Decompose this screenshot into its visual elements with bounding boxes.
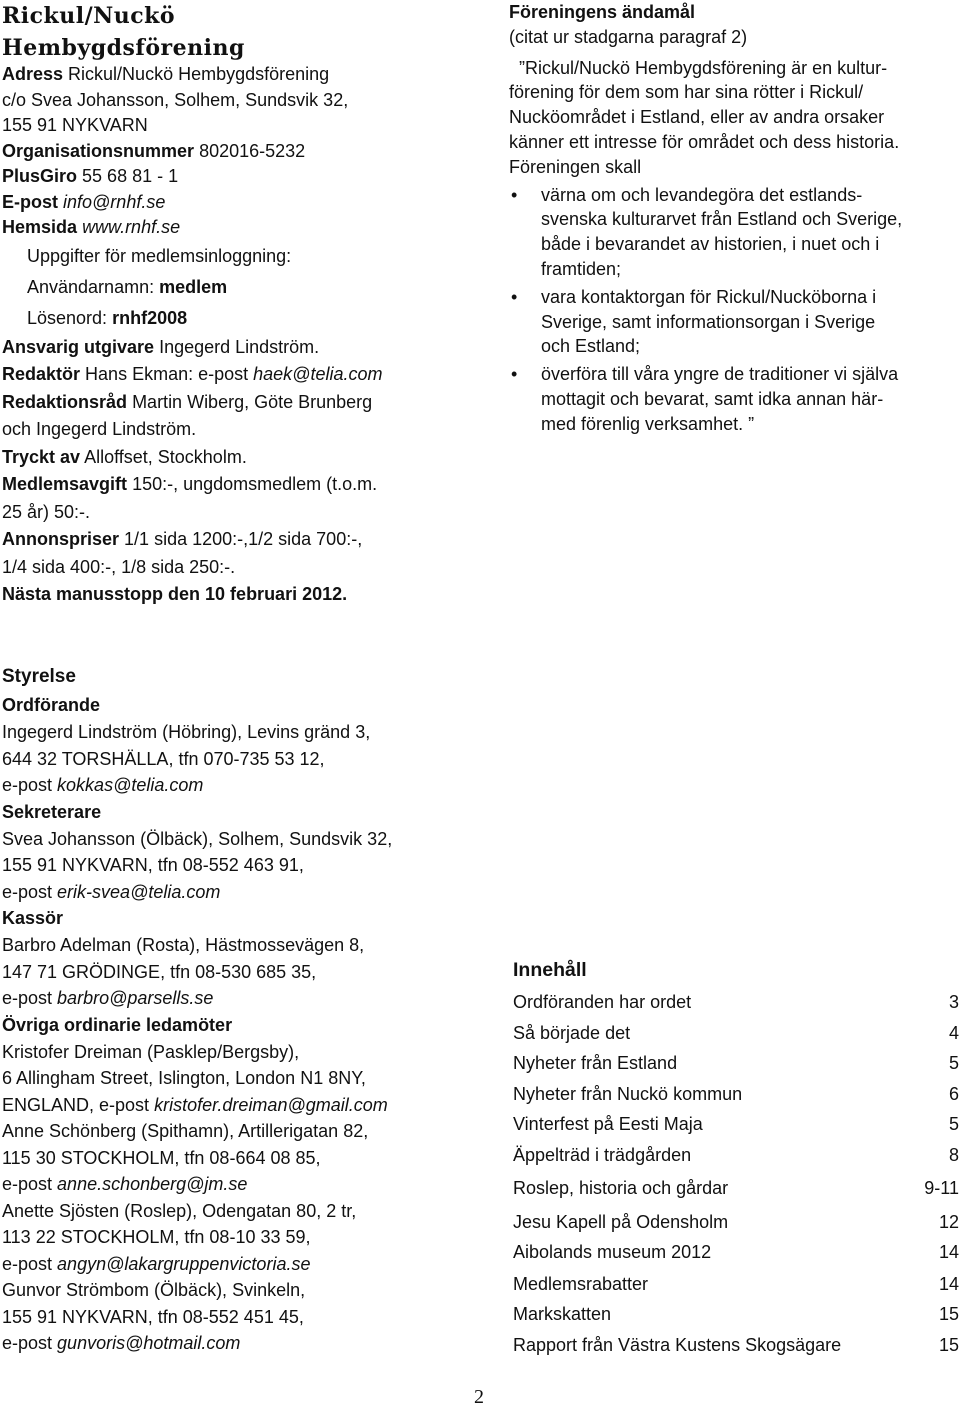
member-email-line xyxy=(2,1092,482,1119)
member-email-line xyxy=(2,772,482,799)
email-link[interactable]: info@rnhf.se xyxy=(63,191,166,212)
bullet-line: värna om och levandegöra det estlands- xyxy=(541,184,863,205)
toc-entry[interactable] xyxy=(513,1140,959,1171)
member-line: 644 32 TORSHÄLLA, tfn 070-735 53 12, xyxy=(2,748,325,769)
publisher-label: Ansvarig utgivare xyxy=(2,336,155,357)
member-line: Anne Schönberg (Spithamn), Artillerigatan 82, xyxy=(2,1121,369,1141)
fee-text: 150:-, ungdomsmedlem (t.o.m. xyxy=(132,474,378,494)
member-email-link[interactable]: kristofer.dreiman@gmail.com xyxy=(154,1094,388,1115)
email-prefix: e-post xyxy=(2,881,53,902)
bullet-line: överföra till våra yngre de traditioner vi själva xyxy=(541,364,899,385)
toc-entry-title: Roslep, historia och gårdar xyxy=(513,1178,729,1198)
toc-entry-page: 6 xyxy=(948,1083,959,1104)
toc-entry-title: Nyheter från Nuckö kommun xyxy=(513,1083,743,1104)
password-label: Lösenord: xyxy=(27,307,108,328)
printer-label: Tryckt av xyxy=(2,446,81,467)
board-member xyxy=(2,905,482,1012)
org-number xyxy=(2,139,482,165)
board-member xyxy=(2,1039,482,1119)
toc-entry-page: 9-11 xyxy=(924,1178,959,1198)
purpose-intro: Föreningen skall xyxy=(509,156,642,177)
purpose-title: Föreningens ändamål xyxy=(509,2,696,22)
toc-entry-page: 8 xyxy=(948,1144,959,1165)
title-line: Hembygdsförening xyxy=(2,35,245,61)
editorial-board-line xyxy=(2,389,482,417)
email-line xyxy=(2,190,482,216)
member-line: 155 91 NYKVARN, tfn 08-552 451 45, xyxy=(2,1306,304,1327)
toc-entry[interactable] xyxy=(513,1048,959,1079)
publication-info xyxy=(2,334,482,609)
toc-title: Innehåll xyxy=(513,959,587,981)
org-label: Organisationsnummer xyxy=(2,140,195,161)
purpose-section xyxy=(509,0,959,437)
bullet-line: framtiden; xyxy=(541,258,622,279)
member-email-line xyxy=(2,1171,482,1198)
member-line: Ingegerd Lindström (Höbring), Levins gränd 3, xyxy=(2,722,371,742)
address-value: Rickul/Nuckö Hembygdsförening xyxy=(68,64,330,84)
toc-entry[interactable] xyxy=(513,1330,959,1361)
org-value: 802016-5232 xyxy=(199,140,306,161)
bullet-item xyxy=(509,183,959,282)
editor-text: Hans Ekman: e-post xyxy=(85,364,249,384)
toc-entry-page: 5 xyxy=(948,1053,959,1073)
table-of-contents xyxy=(513,955,959,1360)
email-prefix: e-post xyxy=(2,1253,53,1274)
toc-entry[interactable] xyxy=(513,1018,959,1049)
address-label: Adress xyxy=(2,64,64,84)
username-line xyxy=(27,272,482,303)
member-line: Gunvor Strömbom (Ölbäck), Svinkeln, xyxy=(2,1280,306,1300)
address-line: 155 91 NYKVARN xyxy=(2,115,148,135)
member-email-line xyxy=(2,985,482,1012)
bullet-line: och Estland; xyxy=(541,336,641,357)
page-title xyxy=(2,0,245,64)
toc-entry-page: 14 xyxy=(938,1273,959,1294)
toc-entry-title: Jesu Kapell på Odensholm xyxy=(513,1211,729,1232)
member-email-link[interactable]: anne.schonberg@jm.se xyxy=(57,1174,248,1194)
toc-entry[interactable] xyxy=(513,1207,959,1238)
toc-entry[interactable] xyxy=(513,1237,959,1268)
bullet-item xyxy=(509,285,959,359)
member-line: 147 71 GRÖDINGE, tfn 08-530 685 35, xyxy=(2,961,317,982)
toc-entry[interactable] xyxy=(513,1173,959,1204)
printer-value: Alloffset, Stockholm. xyxy=(84,446,247,467)
toc-entry-page: 4 xyxy=(948,1022,959,1043)
member-email-line xyxy=(2,879,482,906)
member-line: Barbro Adelman (Rosta), Hästmossevägen 8, xyxy=(2,935,365,955)
editorial-board-line: och Ingegerd Lindström. xyxy=(2,419,197,439)
page-number: 2 xyxy=(474,1386,484,1408)
member-line: Kristofer Dreiman (Pasklep/Bergsby), xyxy=(2,1041,300,1062)
toc-entry[interactable] xyxy=(513,1299,959,1330)
bullet-line: svenska kulturarvet från Estland och Sverige, xyxy=(541,209,903,230)
association-info xyxy=(2,62,482,609)
bullet-line: både i bevarandet av historien, i nuet och i xyxy=(541,234,880,255)
editor-label: Redaktör xyxy=(2,364,81,384)
quote-line: förening för dem som har sina rötter i Rickul/ xyxy=(509,82,864,103)
toc-entry[interactable] xyxy=(513,1079,959,1110)
member-line: 113 22 STOCKHOLM, tfn 08-10 33 59, xyxy=(2,1227,311,1247)
toc-entry-page: 15 xyxy=(938,1304,959,1324)
plusgiro xyxy=(2,164,482,190)
board-member xyxy=(2,1118,482,1198)
board-member xyxy=(2,1198,482,1278)
membership-fee-line: 25 år) 50:-. xyxy=(2,501,91,522)
editor-line xyxy=(2,361,482,389)
toc-entry-page: 14 xyxy=(938,1242,959,1262)
editor-email-link[interactable]: haek@telia.com xyxy=(253,364,383,384)
email-label: E-post xyxy=(2,191,58,212)
address-line: c/o Svea Johansson, Solhem, Sundsvik 32, xyxy=(2,89,349,110)
role-title: Kassör xyxy=(2,908,64,928)
bullet-icon: • xyxy=(511,184,518,205)
login-intro: Uppgifter för medlemsinloggning: xyxy=(27,245,292,266)
member-line: 6 Allingham Street, Islington, London N1 8NY, xyxy=(2,1068,366,1088)
toc-entry[interactable] xyxy=(513,1109,959,1140)
toc-entry-title: Så började det xyxy=(513,1022,631,1043)
publisher-line xyxy=(2,334,482,362)
website-line xyxy=(2,215,482,241)
role-title: Sekreterare xyxy=(2,801,102,822)
board-heading: Styrelse xyxy=(2,666,76,687)
board-member xyxy=(2,1277,482,1357)
toc-entry-title: Aibolands museum 2012 xyxy=(513,1242,712,1262)
deadline-text: Nästa manusstopp den 10 februari 2012. xyxy=(2,584,348,604)
bullet-line: mottagit och bevarat, samt idka annan här- xyxy=(541,388,884,409)
title-line: Rickul/Nuckö xyxy=(2,3,176,29)
username-value: medlem xyxy=(159,276,228,297)
password-line xyxy=(27,303,482,334)
quote-line: Nucköområdet i Estland, eller av andra orsaker xyxy=(509,107,885,128)
toc-entry-title: Rapport från Västra Kustens Skogsägare xyxy=(513,1334,842,1355)
toc-entry-page: 5 xyxy=(948,1114,959,1134)
bullet-line: med förenlig verksamhet. ” xyxy=(541,413,755,434)
member-line: 115 30 STOCKHOLM, tfn 08-664 08 85, xyxy=(2,1147,321,1168)
ads-label: Annonspriser xyxy=(2,529,120,549)
toc-entry-page: 12 xyxy=(938,1211,959,1232)
email-prefix: e-post xyxy=(2,988,53,1008)
board-member xyxy=(2,692,482,799)
quote-line: ”Rickul/Nuckö Hembygdsförening är en kultur- xyxy=(519,57,888,78)
bullet-item xyxy=(509,362,959,436)
bullet-icon: • xyxy=(511,286,518,307)
toc-entry-title: Nyheter från Estland xyxy=(513,1053,678,1073)
toc-entry-title: Medlemsrabatter xyxy=(513,1273,649,1294)
ads-text: 1/1 sida 1200:-,1/2 sida 700:-, xyxy=(124,529,363,549)
toc-entry-title: Markskatten xyxy=(513,1304,612,1324)
bullet-line: Sverige, samt informationsorgan i Sverige xyxy=(541,311,876,332)
member-email-link[interactable]: angyn@lakargruppenvictoria.se xyxy=(57,1253,311,1274)
toc-entry-page: 3 xyxy=(948,992,959,1012)
member-line: Anette Sjösten (Roslep), Odengatan 80, 2 tr, xyxy=(2,1200,357,1221)
ad-prices-line: 1/4 sida 400:-, 1/8 sida 250:-. xyxy=(2,556,236,577)
password-value: rnhf2008 xyxy=(112,307,188,328)
board-member xyxy=(2,799,482,906)
bullet-line: vara kontaktorgan för Rickul/Nucköborna i xyxy=(541,286,877,307)
member-line: Svea Johansson (Ölbäck), Solhem, Sundsvik 32, xyxy=(2,828,393,849)
editorial-board-label: Redaktionsråd xyxy=(2,391,128,412)
giro-label: PlusGiro xyxy=(2,166,78,186)
toc-entry-page: 15 xyxy=(938,1334,959,1355)
publisher-value: Ingegerd Lindström. xyxy=(159,336,320,357)
deadline xyxy=(2,581,482,609)
email-prefix: e-post xyxy=(2,1174,53,1194)
website-link[interactable]: www.rnhf.se xyxy=(82,217,181,237)
toc-entry-title: Vinterfest på Eesti Maja xyxy=(513,1114,703,1134)
role-title: Ordförande xyxy=(2,695,101,715)
member-email-link[interactable]: barbro@parsells.se xyxy=(57,988,214,1008)
member-email-link[interactable]: erik-svea@telia.com xyxy=(57,881,221,902)
editorial-board-text: Martin Wiberg, Göte Brunberg xyxy=(132,391,373,412)
email-prefix: e-post xyxy=(2,775,53,795)
giro-value: 55 68 81 - 1 xyxy=(82,166,179,186)
board-section xyxy=(2,662,482,1357)
fee-label: Medlemsavgift xyxy=(2,474,128,494)
purpose-subtitle: (citat ur stadgarna paragraf 2) xyxy=(509,26,748,47)
login-info xyxy=(2,241,482,334)
toc-entry-title: Äppelträd i trädgården xyxy=(513,1144,692,1165)
quote-line: känner ett intresse för området och dess historia. xyxy=(509,131,900,152)
email-prefix: ENGLAND, e-post xyxy=(2,1094,150,1115)
toc-entry[interactable] xyxy=(513,987,959,1018)
role-title: Övriga ordinarie ledamöter xyxy=(2,1014,233,1035)
toc-entry[interactable] xyxy=(513,1269,959,1300)
web-label: Hemsida xyxy=(2,217,78,237)
purpose-bullet-list xyxy=(509,183,959,437)
member-line: 155 91 NYKVARN, tfn 08-552 463 91, xyxy=(2,855,304,875)
printer-line xyxy=(2,444,482,472)
membership-fee-line xyxy=(2,471,482,499)
username-label: Användarnamn: xyxy=(27,276,155,297)
toc-entry-title: Ordföranden har ordet xyxy=(513,992,692,1012)
bullet-icon: • xyxy=(511,364,518,385)
address-line xyxy=(2,62,482,88)
ad-prices-line xyxy=(2,526,482,554)
email-prefix: e-post xyxy=(2,1333,53,1353)
member-email-line xyxy=(2,1330,482,1357)
member-email-link[interactable]: gunvoris@hotmail.com xyxy=(57,1333,241,1353)
member-email-line xyxy=(2,1251,482,1278)
member-email-link[interactable]: kokkas@telia.com xyxy=(57,775,204,795)
